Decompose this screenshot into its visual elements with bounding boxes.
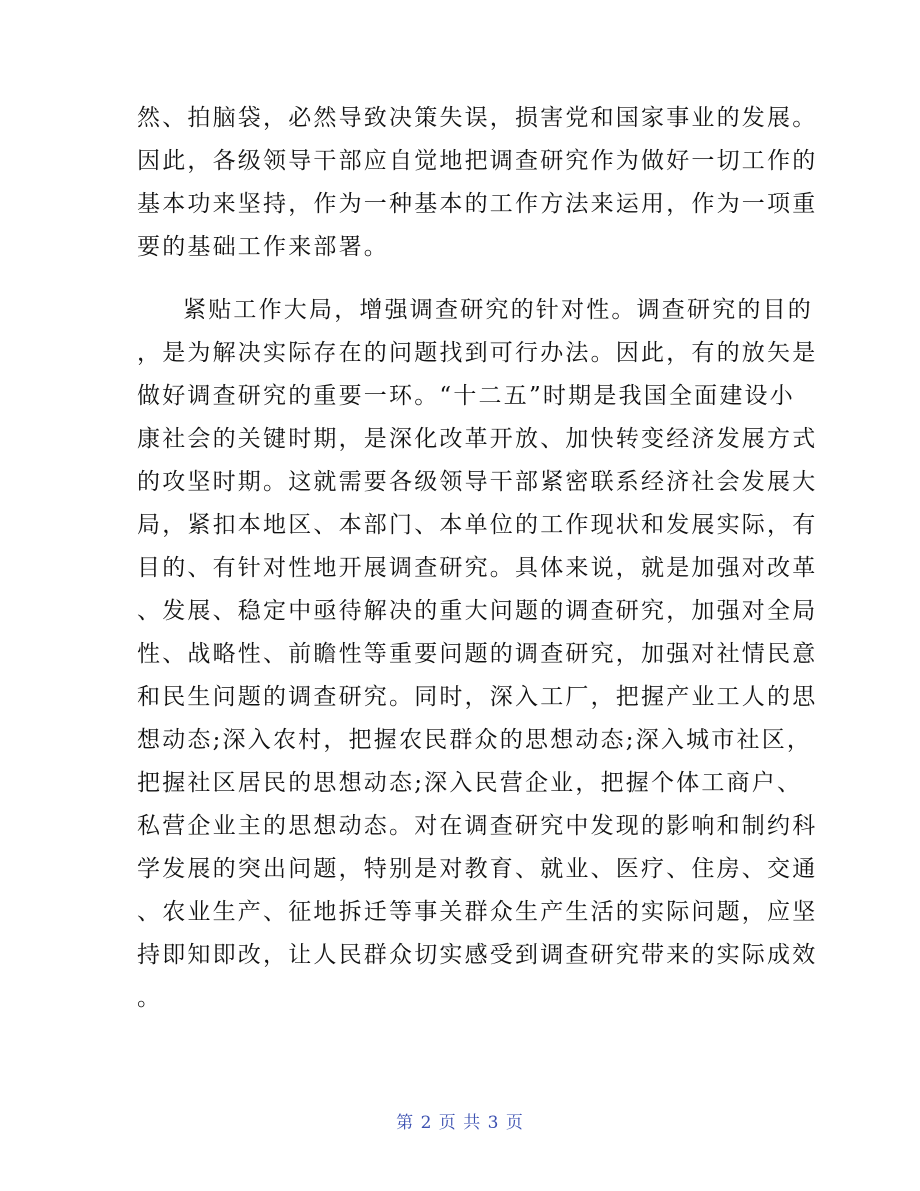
text-line: 局，紧扣本地区、本部门、本单位的工作现状和发展实际，有 [137,512,818,538]
text-line: 、农业生产、征地拆迁等事关群众生产生活的实际问题，应坚 [137,899,818,925]
text-line: 想动态;深入农村，把握农民群众的思想动态;深入城市社区， [137,727,813,753]
paragraph-first-line: 紧贴工作大局，增强调查研究的针对性。调查研究的目的 [183,297,813,323]
text-line: 私营企业主的思想动态。对在调查研究中发现的影响和制约科 [137,813,818,839]
text-line: 目的、有针对性地开展调查研究。具体来说，就是加强对改革 [137,555,818,581]
page-number-footer: 第 2 页 共 3 页 [396,1113,524,1133]
text-line: 因此，各级领导干部应自觉地把调查研究作为做好一切工作的 [137,148,818,174]
text-line: 把握社区居民的思想动态;深入民营企业，把握个体工商户、 [137,770,803,796]
text-line: 性、战略性、前瞻性等重要问题的调查研究，加强对社情民意 [137,641,818,667]
text-line: 和民生问题的调查研究。同时，深入工厂，把握产业工人的思 [137,684,818,710]
text-line: ，是为解决实际存在的问题找到可行办法。因此，有的放矢是 [137,340,818,366]
text-line: 的攻坚时期。这就需要各级领导干部紧密联系经济社会发展大 [137,469,818,495]
text-line: 学发展的突出问题，特别是对教育、就业、医疗、住房、交通 [137,856,818,882]
text-line: 然、拍脑袋，必然导致决策失误，损害党和国家事业的发展。 [137,105,818,131]
text-line: 基本功来坚持，作为一种基本的工作方法来运用，作为一项重 [137,191,818,217]
text-line: 康社会的关键时期，是深化改革开放、加快转变经济发展方式 [137,426,818,452]
text-line: 做好调查研究的重要一环。“十二五”时期是我国全面建设小 [137,383,795,409]
text-line: 要的基础工作来部署。 [137,234,389,260]
text-line: 持即知即改，让人民群众切实感受到调查研究带来的实际成效 [137,942,818,968]
text-line: 。 [137,985,163,1011]
text-line: 、发展、稳定中亟待解决的重大问题的调查研究，加强对全局 [137,598,818,624]
